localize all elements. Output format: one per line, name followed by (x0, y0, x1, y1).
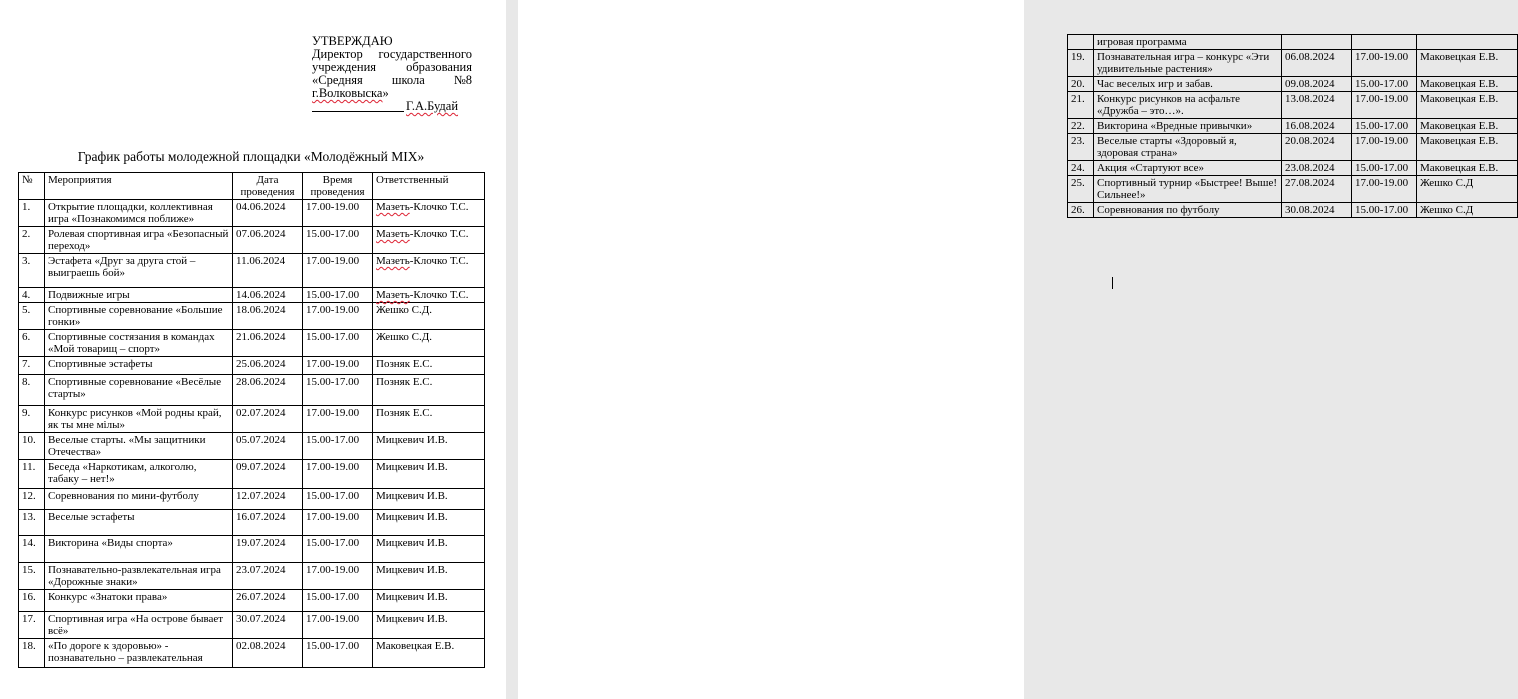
approve-word: образования (406, 60, 472, 74)
cell-time: 15.00-17.00 (1352, 77, 1417, 92)
cell-num: 16. (19, 590, 45, 612)
cell-event: Веселые эстафеты (45, 510, 233, 536)
cell-date: 02.08.2024 (233, 639, 303, 668)
table-row (19, 639, 485, 668)
table-row (1068, 203, 1518, 218)
cell-date: 16.07.2024 (233, 510, 303, 536)
cell-num: 17. (19, 612, 45, 639)
table-row (19, 612, 485, 639)
cell-event: Ролевая спортивная игра «Безопасный переход» (45, 227, 233, 254)
cell-responsible: Маковецкая Е.В. (373, 639, 485, 668)
cell-time: 15.00-17.00 (1352, 161, 1417, 176)
cell-event: Эстафета «Друг за друга стой – выиграешь бой» (45, 254, 233, 288)
cell-num: 1. (19, 200, 45, 227)
table-row (1068, 134, 1518, 161)
cell-date (1282, 35, 1352, 50)
cell-event: «По дороге к здоровью» - познавательно – развлекательная (45, 639, 233, 668)
table-row (19, 227, 485, 254)
cell-event: Спортивные состязания в командах «Мой товарищ – спорт» (45, 330, 233, 357)
cell-num: 3. (19, 254, 45, 288)
table-header-row (19, 173, 485, 200)
cell-time: 15.00-17.00 (303, 639, 373, 668)
cell-time: 15.00-17.00 (303, 590, 373, 612)
cell-time: 17.00-19.00 (303, 200, 373, 227)
cell-date: 14.06.2024 (233, 288, 303, 303)
cell-time: 17.00-19.00 (303, 563, 373, 590)
table-row (19, 510, 485, 536)
cell-responsible: Маковецкая Е.В. (1417, 50, 1518, 77)
table-row (19, 303, 485, 330)
cell-num: 26. (1068, 203, 1094, 218)
spellcheck-word: Мазеть (376, 289, 410, 301)
table-row (19, 288, 485, 303)
cell-time: 17.00-19.00 (303, 357, 373, 375)
cell-time: 15.00-17.00 (303, 375, 373, 406)
cell-event: Открытие площадки, коллективная игра «Познакомимся поближе» (45, 200, 233, 227)
cell-responsible (373, 200, 485, 227)
approve-word: №8 (453, 73, 472, 87)
approve-word: государственного (378, 47, 472, 61)
table-row (1068, 176, 1518, 203)
cell-date: 30.08.2024 (1282, 203, 1352, 218)
cell-date: 30.07.2024 (233, 612, 303, 639)
cell-event: Викторина «Виды спорта» (45, 536, 233, 563)
cell-date: 28.06.2024 (233, 375, 303, 406)
cell-date: 13.08.2024 (1282, 92, 1352, 119)
cell-event: Веселые старты. «Мы защитники Отечества» (45, 433, 233, 460)
cell-num: 25. (1068, 176, 1094, 203)
spellcheck-word: Мазеть (376, 228, 410, 240)
cell-event: Познавательная игра – конкурс «Эти удивительные растения» (1094, 50, 1282, 77)
cell-responsible (1417, 35, 1518, 50)
table-row (19, 375, 485, 406)
cell-responsible: Маковецкая Е.В. (1417, 119, 1518, 134)
cell-num: 12. (19, 489, 45, 510)
table-row (1068, 77, 1518, 92)
closing-quote: » (382, 86, 389, 100)
cell-responsible: Мицкевич И.В. (373, 563, 485, 590)
name-rest: -Клочко Т.С. (409, 228, 469, 240)
cell-num: 4. (19, 288, 45, 303)
header-num: № (19, 173, 45, 200)
page-gap (506, 0, 518, 699)
cell-responsible: Жешко С.Д. (373, 330, 485, 357)
cell-date: 02.07.2024 (233, 406, 303, 433)
cell-event: Конкурс «Знатоки права» (45, 590, 233, 612)
cell-date: 23.08.2024 (1282, 161, 1352, 176)
cell-event: Спортивная игра «На острове бывает всё» (45, 612, 233, 639)
table-row (19, 433, 485, 460)
cell-date: 25.06.2024 (233, 357, 303, 375)
cell-event: Час веселых игр и забав. (1094, 77, 1282, 92)
cell-responsible: Мицкевич И.В. (373, 433, 485, 460)
table-row (19, 489, 485, 510)
cell-num: 22. (1068, 119, 1094, 134)
cell-responsible: Мицкевич И.В. (373, 510, 485, 536)
cell-responsible: Жешко С.Д. (373, 303, 485, 330)
approve-heading: УТВЕРЖДАЮ (312, 34, 393, 48)
document-page-2[interactable] (518, 0, 1499, 699)
cell-time: 17.00-19.00 (303, 460, 373, 489)
cell-responsible: Маковецкая Е.В. (1417, 161, 1518, 176)
table-row (19, 200, 485, 227)
cell-date: 06.08.2024 (1282, 50, 1352, 77)
cell-date: 09.08.2024 (1282, 77, 1352, 92)
cell-responsible: Маковецкая Е.В. (1417, 92, 1518, 119)
table-row (19, 406, 485, 433)
cell-num: 2. (19, 227, 45, 254)
cell-time: 17.00-19.00 (303, 510, 373, 536)
city-name: г.Волковыска (312, 86, 383, 100)
cell-event: Спортивные эстафеты (45, 357, 233, 375)
cell-event: Спортивные соревнование «Весёлые старты» (45, 375, 233, 406)
cell-num: 24. (1068, 161, 1094, 176)
cell-date: 11.06.2024 (233, 254, 303, 288)
cell-responsible (373, 288, 485, 303)
table-row (1068, 119, 1518, 134)
schedule-table-page-2 (1067, 34, 1518, 218)
cell-responsible: Маковецкая Е.В. (1417, 77, 1518, 92)
cell-num: 14. (19, 536, 45, 563)
cell-date: 19.07.2024 (233, 536, 303, 563)
schedule-table-page-1 (18, 172, 485, 668)
cell-event: игровая программа (1094, 35, 1282, 50)
cell-responsible: Позняк Е.С. (373, 375, 485, 406)
signature-line (312, 100, 472, 113)
cell-time: 17.00-19.00 (1352, 134, 1417, 161)
cell-time: 15.00-17.00 (1352, 203, 1417, 218)
cell-num: 19. (1068, 50, 1094, 77)
cell-time: 17.00-19.00 (1352, 92, 1417, 119)
approve-word: «Средняя (312, 73, 363, 87)
cell-date: 18.06.2024 (233, 303, 303, 330)
cell-date: 20.08.2024 (1282, 134, 1352, 161)
cell-num: 13. (19, 510, 45, 536)
cell-responsible: Мицкевич И.В. (373, 590, 485, 612)
name-rest: -Клочко Т.С. (409, 201, 469, 213)
cell-date: 12.07.2024 (233, 489, 303, 510)
table-row (1068, 35, 1518, 50)
table-row (1068, 161, 1518, 176)
cell-event: Викторина «Вредные привычки» (1094, 119, 1282, 134)
cell-responsible: Мицкевич И.В. (373, 536, 485, 563)
cell-num: 15. (19, 563, 45, 590)
cell-num: 20. (1068, 77, 1094, 92)
cell-event: Беседа «Наркотикам, алкоголю, табаку – нет!» (45, 460, 233, 489)
cell-time: 17.00-19.00 (303, 303, 373, 330)
name-rest: -Клочко Т.С. (409, 255, 469, 267)
cell-event: Подвижные игры (45, 288, 233, 303)
cell-date: 26.07.2024 (233, 590, 303, 612)
cell-responsible (373, 254, 485, 288)
cell-num: 23. (1068, 134, 1094, 161)
cell-time: 17.00-19.00 (303, 254, 373, 288)
cell-responsible: Мицкевич И.В. (373, 612, 485, 639)
text-cursor (1112, 277, 1113, 289)
cell-event: Познавательно-развлекательная игра «Дорожные знаки» (45, 563, 233, 590)
spellcheck-word: Мазеть (376, 201, 410, 213)
signature-blank (312, 100, 404, 112)
document-page-1[interactable] (0, 0, 506, 699)
cell-event: Соревнования по мини-футболу (45, 489, 233, 510)
cell-event: Конкурс рисунков «Мой родны край, як ты мне мілы» (45, 406, 233, 433)
header-responsible: Ответственный (373, 173, 485, 200)
cell-time: 15.00-17.00 (1352, 119, 1417, 134)
approve-word: учреждения (312, 60, 377, 74)
cell-num: 7. (19, 357, 45, 375)
cell-date: 23.07.2024 (233, 563, 303, 590)
cell-date: 09.07.2024 (233, 460, 303, 489)
cell-responsible: Мицкевич И.В. (373, 489, 485, 510)
document-title: График работы молодежной площадки «Молодёжный MIX» (77, 149, 425, 164)
signature-name: Г.А.Будай (406, 99, 459, 113)
table-row (19, 536, 485, 563)
header-time: Время проведения (303, 173, 373, 200)
cell-num (1068, 35, 1094, 50)
header-date: Дата проведения (233, 173, 303, 200)
cell-event: Спортивный турнир «Быстрее! Выше! Сильнее!» (1094, 176, 1282, 203)
cell-responsible: Жешко С.Д (1417, 176, 1518, 203)
cell-time: 15.00-17.00 (303, 227, 373, 254)
cell-num: 11. (19, 460, 45, 489)
name-rest: -Клочко Т.С. (409, 289, 469, 301)
cell-date: 05.07.2024 (233, 433, 303, 460)
cell-time: 17.00-19.00 (1352, 176, 1417, 203)
cell-time: 15.00-17.00 (303, 288, 373, 303)
cell-event: Акция «Стартуют все» (1094, 161, 1282, 176)
cell-date: 07.06.2024 (233, 227, 303, 254)
table-row (19, 563, 485, 590)
cell-time (1352, 35, 1417, 50)
spellcheck-word: Мазеть (376, 255, 410, 267)
approve-word: Директор (312, 47, 363, 61)
cell-num: 9. (19, 406, 45, 433)
cell-num: 8. (19, 375, 45, 406)
table-row (19, 590, 485, 612)
cell-date: 16.08.2024 (1282, 119, 1352, 134)
table-row (19, 254, 485, 288)
cell-event: Соревнования по футболу (1094, 203, 1282, 218)
cell-responsible: Позняк Е.С. (373, 406, 485, 433)
cell-num: 6. (19, 330, 45, 357)
cell-num: 18. (19, 639, 45, 668)
header-event: Мероприятия (45, 173, 233, 200)
table-row (1068, 92, 1518, 119)
cell-responsible: Маковецкая Е.В. (1417, 134, 1518, 161)
cell-time: 15.00-17.00 (303, 330, 373, 357)
cell-responsible (373, 227, 485, 254)
cell-event: Конкурс рисунков на асфальте «Дружба – это…». (1094, 92, 1282, 119)
table-row (19, 330, 485, 357)
approve-word: школа (391, 73, 425, 87)
cell-time: 15.00-17.00 (303, 536, 373, 563)
cell-date: 27.08.2024 (1282, 176, 1352, 203)
cell-responsible: Жешко С.Д (1417, 203, 1518, 218)
cell-responsible: Мицкевич И.В. (373, 460, 485, 489)
cell-time: 17.00-19.00 (1352, 50, 1417, 77)
cell-event: Спортивные соревнование «Большие гонки» (45, 303, 233, 330)
cell-num: 5. (19, 303, 45, 330)
cell-num: 10. (19, 433, 45, 460)
cell-time: 17.00-19.00 (303, 406, 373, 433)
cell-time: 17.00-19.00 (303, 612, 373, 639)
cell-time: 15.00-17.00 (303, 489, 373, 510)
cell-num: 21. (1068, 92, 1094, 119)
table-row (1068, 50, 1518, 77)
cell-responsible: Позняк Е.С. (373, 357, 485, 375)
table-row (19, 460, 485, 489)
approval-block (312, 35, 472, 113)
cell-time: 15.00-17.00 (303, 433, 373, 460)
cell-date: 21.06.2024 (233, 330, 303, 357)
cell-event: Веселые старты «Здоровый я, здоровая страна» (1094, 134, 1282, 161)
cell-date: 04.06.2024 (233, 200, 303, 227)
table-row (19, 357, 485, 375)
